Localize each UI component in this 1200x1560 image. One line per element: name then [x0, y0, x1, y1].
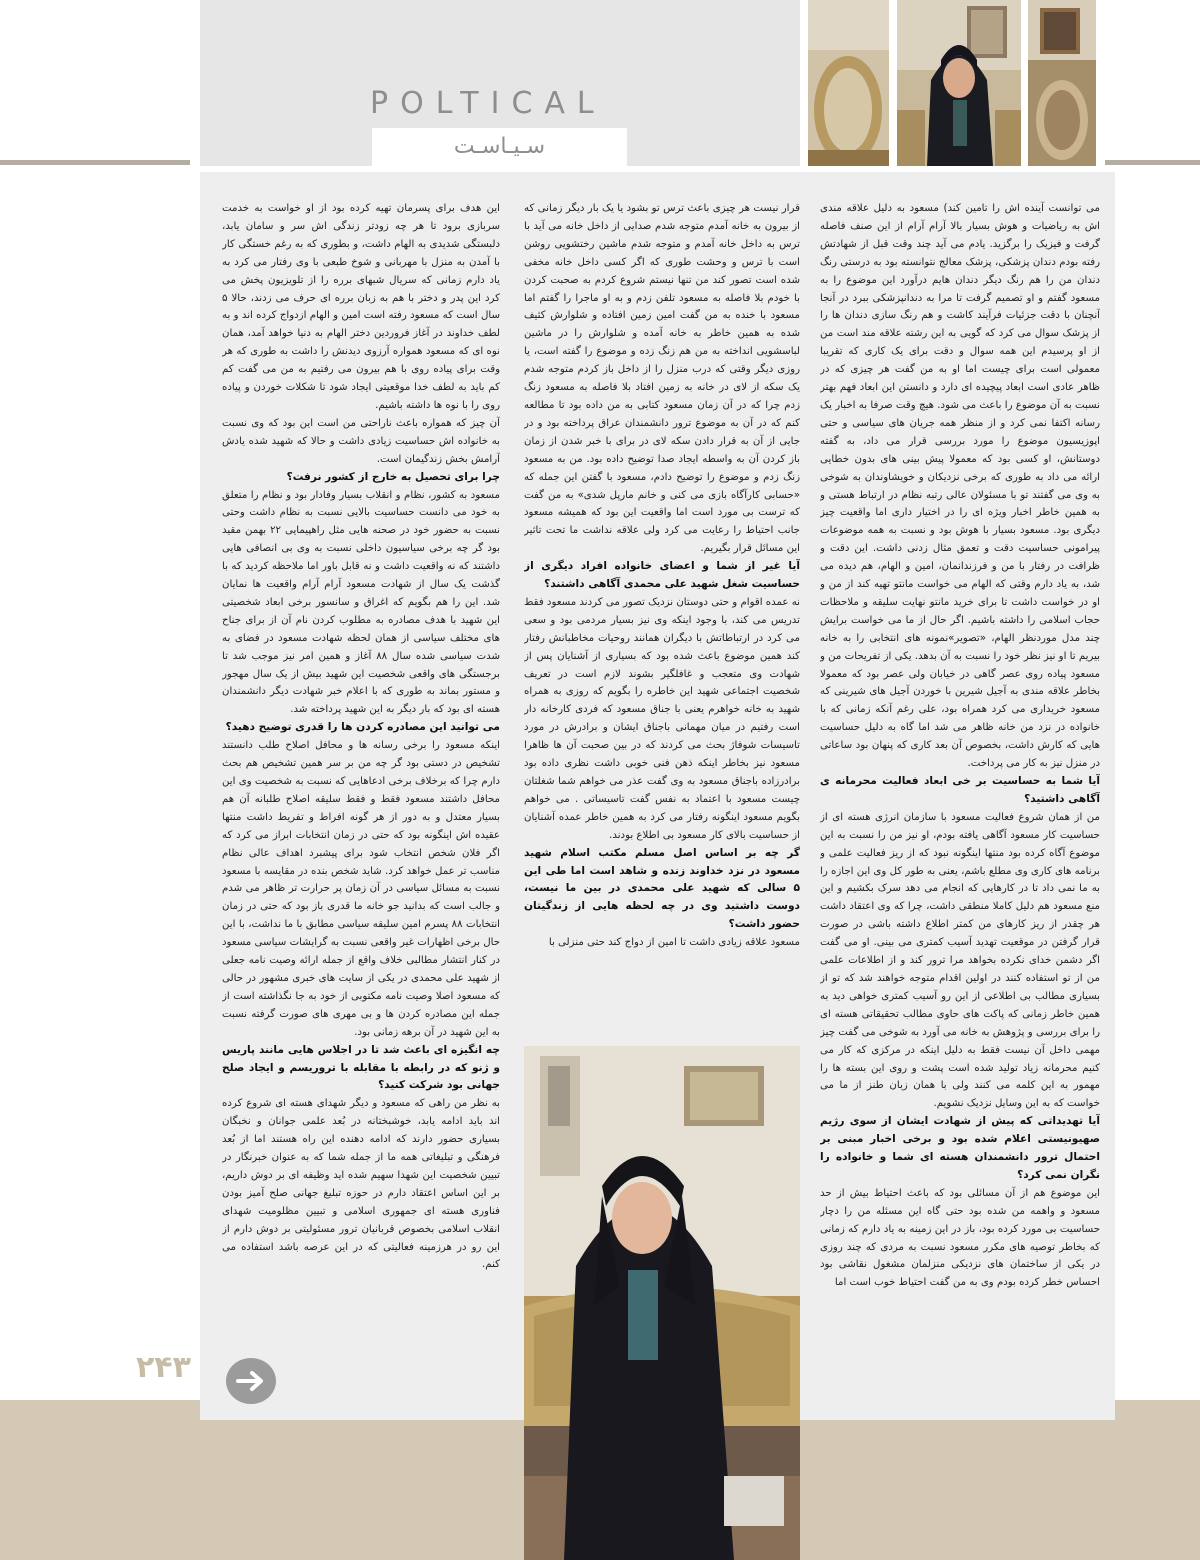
article-paragraph: آن چیز که همواره باعث ناراحتی من است این بود که وی نسبت به خانواده اش حساسیت زیادی داشت و حالا که شهید شده یادش آرامش بخش زندگیمان است. — [222, 417, 500, 465]
header-photo-interior — [1028, 0, 1096, 166]
page-number: ۲۴۳ — [136, 1350, 191, 1385]
interview-photo-woman-seated — [524, 1046, 800, 1560]
header-rule-right — [1105, 160, 1200, 165]
interview-question: می توانید این مصادره کردن ها را قدری توضیح دهید؟ — [225, 721, 500, 734]
interview-question: چرا برای تحصیل به خارج از کشور نرفت؟ — [286, 470, 500, 483]
article-paragraph: می توانست آینده اش را تامین کند) مسعود به دلیل علاقه مندی اش به ریاضیات و هوش بسیار بالا آرام آرام از این صنف فاصله گرفت و فیزیک را برگزید. یادم می آید چند وقت قبل از شهادتش رفته بودم دندان پزشکی، پزشک معالج نتوانسته بود به درستی رنگ دندان من را هم رنگ دیگر دندان هایم درآورد این موضوع را به مسعود گفتم و او تصمیم گرفت تا مرا به دندانپزشکی ببرد در آنجا آنچنان با دقت جزئیات فرآیند کاشت و هم رنگ سازی دندان ها را از پزشک سوال می کرد که گویی به این رشته علاقه مند است من از او پرسیدم این همه سوال و دقت برای یک کاری که تقریبا معمولی است برای چیست اما او به من گفت هر چیزی که در ظاهر عادی است ابعاد پیچیده ای دارد و دانستن این ابعاد فهم بهتر نسبت به آن موضوع را باعث می شود. هیچ وقت صرفا به اخبار یک رسانه اکتفا نمی کرد و از منظر همه جریان های سیاسی و حتی اپوزیسیون موضوع را مورد بررسی قرار می داد، به گفته دوستانش، او کسی بود که معمولا پیش بینی های بدون خطایی ارائه می داد به طوری که برخی نزدیکان و خویشاوندان به شوخی به وی می گفتند تو با مسئولان عالی رتبه نظام در ارتباط هستی و به همین خاطر اخبار ویژه ای را در اختیار داری اما واقعیت چیز دیگری بود. مسعود بسیار با هوش بود و نسبت به همه موضوعات پیرامونی حساسیت دقت و تعمق مثال زدنی داشت. این دقت و ظرافت در رفتار با من و فرزندانمان، امین و الهام، هم دیده می شد، به یاد دارم وقتی که الهام می خواست مانتو تهیه کند از من و او در خواست داشت تا برای خرید مانتو نهایت سلیقه و ملاحظات حجاب اسلامی را داشته باشیم. اگر حال از ما می خواست برایش چند مدل موردنظر الهام، «تصویر»نمونه های انتخابی را به خانه بیریم تا او نیز نظر خود را نسبت به آن بدهد. یکی از تفریحات من و مسعود پیاده روی عصر گاهی در خیابان ولی عصر بود که معمولا بخاطر علاقه مندی به آجیل شیرین با خوردن آجیل های شیرینی که مسعود خریداری می کرد همراه بود، علی رغم آنکه زمانی که با خانواده در نزد من خانه ظاهر می شد اما گاه به دلیل حساسیت هایی که کارش داشت، بخصوص آن بعد کاری که پنهان بود ساعاتی در منزل نیز به کار می پرداخت. — [820, 203, 1100, 770]
interview-question: آیا غیر از شما و اعضای خانواده افراد دیگری از حساسیت شغل شهید علی محمدی آگاهی داشتند؟ — [524, 560, 800, 591]
header-rule-left — [0, 160, 190, 165]
article-paragraph: مسعود به کشور، نظام و انقلاب بسیار وفادار بود و نظام را متعلق به خود می دانست حساسیت بالایی نسبت به نظام داشت وحتی نسبت به حضور خود در صحنه هایی مثل راهپیمایی ۲۲ بهمن مقید بود گر چه برخی سیاسیون داخلی نسبت به وی بی انصافی هایی داشتند که نه واقعیت داشت و نه قابل باور اما ملاحظه کردید که با گذشت یک سال از شهادت مسعود آرام آرام واقعیت ها نمایان شد. این را هم بگویم که اغراق و سانسور برخی ابعاد شخصیتی این شهید با هدف مصادره به مطلوب کردن نام آن از برای جناح های مختلف سیاسی از همان لحظه شهادت مسعود در فضای به شدت سیاسی شده سال ۸۸ آغاز و همین امر نیز موجب شد تا برجستگی های واقعی شخصیت این شهید بیش از یک سال مهجور و مستور بماند به طوری که با اعلام خبر شهادت دیگر دانشمندان هسته ای بود که بار دیگر به این شهید پرداخته شد. — [222, 489, 500, 716]
article-paragraph: مسعود علاقه زیادی داشت تا امین از دواج کند حتی منزلی با — [548, 937, 800, 949]
article-column-middle — [524, 200, 800, 1020]
header-photo-woman — [897, 0, 1021, 166]
section-title-persian: سـیـاسـت — [453, 134, 546, 159]
interview-question: چه انگیزه ای باعث شد تا در اجلاس هایی مانند پاریس و ژنو که در رابطه با مقابله با تروریسم و ایجاد صلح جهانی بود شرکت کنید؟ — [222, 1043, 500, 1092]
arrow-right-icon — [236, 1369, 266, 1393]
article-paragraph: این موضوع هم از آن مسائلی بود که باعث احتیاط بیش از حد مسعود و واهمه من شده بود حتی گاه این مسئله من را دچار حساسیت بی مورد کرده بود، باز در این زمینه به یاد دارم که زمانی که بخاطر توصیه های مکرر مسعود نسبت به مردی که چند روزی در یکی از ساختمان های نزدیکی منزلمان مشغول نقاشی بود احساس خطر کرده بودم وی به من گفت احتیاط خوب است اما — [820, 1187, 1100, 1289]
interview-question: آیا شما به حساسیت بر خی ابعاد فعالیت محرمانه ی آگاهی داشتید؟ — [820, 775, 1100, 805]
article-column-right — [820, 200, 1100, 1410]
next-page-button[interactable] — [226, 1358, 276, 1404]
article-paragraph: قرار نیست هر چیزی باعث ترس تو بشود یا یک بار دیگر زمانی که از بیرون به خانه آمدم متوجه شدم صدایی از داخل خانه می آید با ترس به داخل خانه آمدم و متوجه شدم ماشین رختشویی روشن است با ترس و وحشت طوری که اگر کسی داخل خانه مخفی شده است تصور کند من تنها نیستم شروع کردم به صحبت کردن با خودم بلا فاصله به مسعود تلفن زدم و به او ماجرا را گفتم اما مسعود با خنده به من گفت امین زمین افتاده و شلوارش کثیف شده به همین خاطر به خانه آمده و شلوارش را در ماشین لباسشویی انداخته به من هم زنگ زده و موضوع را گفته است، یا روزی دیگر وقتی که درب منزل را از داخل باز کردم متوجه شدم یک سکه از لای در خانه به زمین افتاد بلا فاصله به مسعود زنگ زدم چرا که در آن زمان مسعود کتابی به من داده بود تا مطالعه کنم که در آن به موضوع ترور دانشمندان عراق پرداخته بود و در جایی از آن به قرار دادن سکه لای در برای با خبر شدن از زمان باز کردن آن به واسطه ایجاد صدا توضیح داده بود. من به مسعود زنگ زدم و موضوع را توضیح دادم، مسعود با گفتن این جمله که «حسابی کارآگاه بازی می کنی و خانم مارپل شدی» به من گفت که ترست بی مورد است اما واقعیت این بود که همیشه مسعود جانب احتیاط را رعایت می کرد ولی علاقه نداشت ما تحت تاثیر این مسائل قرار بگیریم. — [524, 203, 800, 555]
article-paragraph: این هدف برای پسرمان تهیه کرده بود از او خواست به خدمت سربازی برود تا هر چه زودتر زندگی اش سر و سامان یابد، دلبستگی شدیدی به الهام داشت، و بطوری که به رغم خستگی کار با آمدن به منزل با مهربانی و شوخ طبعی با وی رفتار می کرد به یاد دارم زمانی که سریال شبهای برره را از تلویزیون پخش می کرد این پدر و دختر با هم به زبان برره ای حرف می زدند، حالا ۵ سال است که مسعود رفته است امین و الهام ازدواج کرده اند و به لطف خداوند در آغاز فروردین دختر الهام به دنیا خواهد آمد، همان نوه ای که مسعود همواره آرزوی دیدنش را داشت به طوری که هر وقت برای پیاده روی با هم بیرون می رفتیم به من می گفت کم کم باید به لطف خدا موقعیتی ایجاد شود تا شکلات خوردن و پیاده روی را با نوه ها داشته باشیم. — [222, 203, 500, 411]
article-column-left — [222, 200, 500, 1410]
article-paragraph: من از همان شروع فعالیت مسعود با سازمان انرژی هسته ای از حساسیت کار مسعود آگاهی یافته بودم، او نیز من را نسبت به این موضوع آگاه کرده بود منتها اینگونه نبود که از ریز فعالیت علمی و برنامه های کاری وی مطلع باشم، یعنی به طور کل وی این اجازه را به ما نمی داد تا در کارهایی که انجام می دهد سرک بکشیم و این منع مسعود هم دلیل کاملا منطقی داشت، چرا که وی اعتقاد داشت هر چقدر از ریز کارهای من کمتر اطلاع داشته باشی در صورت قرار گرفتن در موقعیت تهدید آسیب کمتری می بینی. او می گفت اگر دشمن خدای نکرده بخواهد مرا ترور کند و از اطلاعات علمی من از تو استفاده کنند در اولین اقدام متوجه خواهند شد که تو از بسیاری مطالب بی اطلاعی از این رو آسیب کمتری خواهی دید به همین خاطر زمانی که پاکت های حاوی مطالب تحقیقاتی هسته ای را برای بررسی و پژوهش به خانه می آورد به شوخی می گفت چیز مهمی داخل آن نیست فقط به دلیل اینکه در مرکزی که کار می کنیم محرمانه زیاد تولید شده است پشت و روی این بسته ها را مهمور به این کلمه می کنند ولی با همان زبان طنز از ما می خواست که به این وسایل نزدیک نشویم. — [820, 811, 1100, 1110]
interview-question: آیا تهدیداتی که پیش از شهادت ایشان از سوی رژیم صهیونیستی اعلام شده بود و برخی اخبار مبنی بر احتمال ترور دانشمندان هسته ای شما و خانواده را نگران نمی کرد؟ — [820, 1115, 1100, 1181]
article-paragraph: به نظر من راهی که مسعود و دیگر شهدای هسته ای شروع کرده اند باید ادامه یابد، خوشبختانه در بُعد علمی جوانان و نخبگان بسیاری حضور دارند که ادامه دهنده این راه هستند اما از بُعد فرهنگی و تبلیغاتی همه ما از جمله شما که به عنوان خبرنگار در تبیین شخصیت این شهدا سهیم شده اید وظیفه ای بر دوش داریم، بر این اساس اعتقاد دارم در حوزه تبلیغ جهانی صلح آمیز بودن فناوری هسته ای جمهوری اسلامی و تبیین مظلومیت شهدای انقلاب اسلامی بخصوص قربانیان ترور مسئولیتی بر دوش دارم از این رو در هرزمینه فعالیتی که در این عرصه باشد استفاده می کنم. — [222, 1098, 500, 1271]
interview-question: گر چه بر اساس اصل مسلم مکتب اسلام شهید مسعود در نزد خداوند زنده و شاهد است اما طی این ۵ سالی که شهید علی محمدی در بین ما نیست، دوست داشتید وی در چه لحظه هایی از زندگیتان حضور داشت؟ — [524, 846, 800, 931]
header-photo-chair — [808, 0, 889, 166]
article-paragraph: نه عمده اقوام و حتی دوستان نزدیک تصور می کردند مسعود فقط تدریس می کند، با وجود اینکه وی نیز بسیار مردمی بود و سعی می کرد در ارتباطاتش با دیگران همانند روحیات مخاطبانش رفتار کند همین موضوع باعث شده بود که بسیاری از آشنایان پس از شهادت وی متعجب و غافلگیر بشوند لازم است در تعریف شخصیت اجتماعی شهید این خاطره را بگویم که روزی به همراه شهید به خانه خواهرم یعنی با جناق مسعود که فردی کارخانه دار است رفتیم در میان مهمانی باجناق ایشان و برادرش در مورد تاسیسات شوفاژ بحث می کردند که در بین صحبت آن ها ظاهرا مسعود نیز بخاطر اینکه ذهن فنی خوبی داشت نظری داده بود برادرزاده باجناق مسعود به وی گفت عذر می خواهم شما شغلتان چیست مسعود با اعتماد به نفس گفت تاسیساتی . می خواهم بگویم مسعود اینگونه رفتار می کرد به همین خاطر عمده آشنایان از حساسیت بالای کار مسعود بی اطلاع بودند. — [524, 596, 800, 841]
article-paragraph: اینکه مسعود را برخی رسانه ها و محافل اصلاح طلب دانستند تشخیص در دستی بود گر چه من بر سر همین تشخیص هم بحث دارم چرا که برخلاف برخی ادعاهایی که نسبت به شخصیت وی این محافل داشتند مسعود فقط و فقط سلیقه اصلاح طلبانه آن هم بسیار معتدل و به دور از هر گونه افراط و تفریط داشت منتها عقیده اش اینگونه بود که حتی در زمان انتخابات ابراز می کرد که اگر فلان شخص انتخاب شود برای پیشبرد اهداف عالی نظام مناسب تر عمل خواهد کرد. شاید شخص بنده در مقایسه با مسعود نسبت به مسائل سیاسی در آن زمان پر حرارت تر ظاهر می شدم و جالب است که بدانید جو خانه ما قدری باز بود که حتی در زمان انتخابات ۸۸ پسرم امین سلیقه سیاسی مطابق با ما نداشت، با این حال برخی اظهارات غیر واقعی نسبت به گرایشات سیاسی مسعود در کنار انتشار مطالبی خلاف واقع از جمله ارائه وصیت نامه جعلی از شهید علی محمدی در یکی از سایت های خبری مشهور در حالی که مسعود اصلا وصیت نامه مکتوبی از خود به جا نگذاشته است از جمله این مصادره کردن ها و بی مهری های صورت گرفته نسبت به این شهید در آن برهه زمانی بود. — [222, 740, 500, 1038]
section-title-english: POLTICAL — [370, 86, 606, 121]
